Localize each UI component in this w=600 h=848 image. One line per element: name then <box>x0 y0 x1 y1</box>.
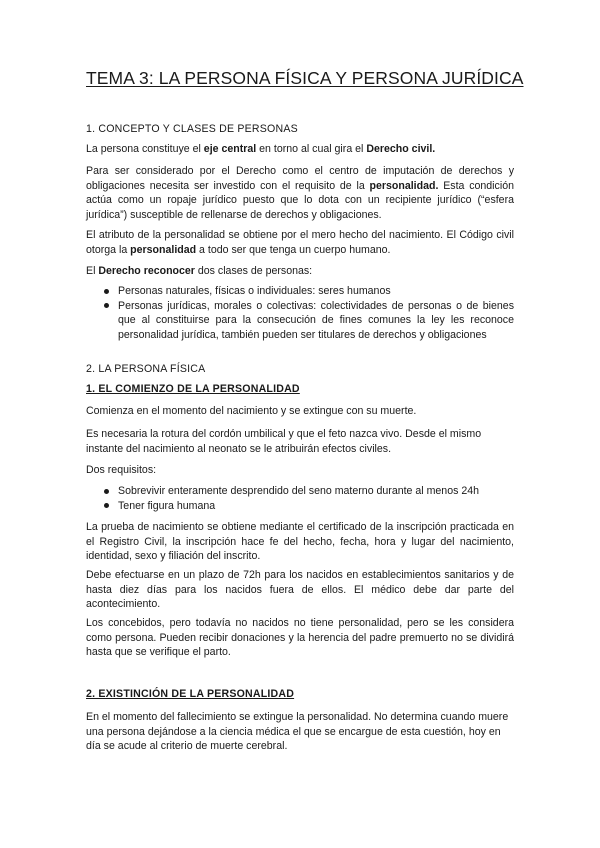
section-1-heading: 1. CONCEPTO Y CLASES DE PERSONAS <box>86 123 298 135</box>
section-1-paragraph-1 <box>86 142 514 157</box>
section-1-paragraph-2 <box>86 164 514 222</box>
list-item <box>86 284 514 299</box>
bullet-icon <box>104 289 109 294</box>
section-1-paragraph-3 <box>86 228 514 257</box>
section-2-heading: 2. LA PERSONA FÍSICA <box>86 363 206 375</box>
list-item <box>86 299 514 343</box>
document-title: TEMA 3: LA PERSONA FÍSICA Y PERSONA JURÍDICA <box>86 68 524 88</box>
list-item-text: Tener figura humana <box>118 499 216 512</box>
subsection-2-paragraph-1: En el momento del fallecimiento se extingue la personalidad. No determina cuando muere una persona dejándose a la ciencia médica el que se encargue de esta cuestión, hoy en día se acude al criterio de muerte cerebral. <box>86 711 509 753</box>
list-item-text: Sobrevivir enteramente desprendido del seno materno durante al menos 24h <box>118 485 479 497</box>
text-run: El <box>86 265 99 277</box>
list-item <box>86 499 514 514</box>
text-run: Para ser considerado por el Derecho como el centro de imputación de derechos y obligaciones necesita ser investido con el requisito de la <box>86 165 514 192</box>
subsection-1-paragraph-2: Es necesaria la rotura del cordón umbilical y que el feto nazca vivo. Desde el mismo instante del nacimiento al neonato se le atribuirán efectos civiles. <box>86 428 482 455</box>
text-run: a todo ser que tenga un cuerpo humano. <box>196 243 391 256</box>
subsection-2-heading: 2. EXISTINCIÓN DE LA PERSONALIDAD <box>86 688 295 700</box>
bold-run: personalidad. <box>369 179 439 192</box>
section-1-paragraph-4 <box>86 264 514 279</box>
bullet-icon <box>104 489 109 494</box>
text-run: dos clases de personas: <box>194 265 313 277</box>
bullet-icon <box>104 503 109 508</box>
list-item <box>86 484 514 499</box>
subsection-1-paragraph-1: Comienza en el momento del nacimiento y se extingue con su muerte. <box>86 405 417 417</box>
subsection-1-paragraph-6: Los concebidos, pero todavía no nacidos no tiene personalidad, pero se les considera como persona. Pueden recibir donaciones y la herencia del padre premuerto no se dividirá hasta que se verifique el parto. <box>86 617 514 659</box>
bold-run: Derecho civil. <box>366 143 436 155</box>
list-item-text: Personas naturales, físicas o individuales: seres humanos <box>118 285 391 297</box>
text-run: Esta condición actúa como un ropaje jurídico puesto que lo dota con un recipiente jurídico (“esfera jurídica”) susceptible de rellenarse de derechos y obligaciones. <box>86 179 514 221</box>
subsection-1-paragraph-3: Dos requisitos: <box>86 464 157 476</box>
subsection-1-heading: 1. EL COMIENZO DE LA PERSONALIDAD <box>86 383 300 395</box>
text-run: en torno al cual gira el <box>256 143 367 155</box>
bold-run: Derecho reconocer <box>98 265 195 277</box>
bold-run: eje central <box>203 143 257 155</box>
subsection-1-paragraph-4: La prueba de nacimiento se obtiene mediante el certificado de la inscripción practicada en el Registro Civil, la inscripción hace fe del hecho, fecha, hora y lugar del nacimiento, identidad, sexo y filiación del inscrito. <box>86 521 514 563</box>
text-run: La persona constituye el <box>86 143 204 155</box>
bullet-icon <box>104 303 109 308</box>
subsection-1-bullet-list <box>86 484 514 513</box>
text-run: El atributo de la personalidad se obtiene por el mero hecho del nacimiento. El Código civil otorga la <box>86 229 514 256</box>
section-1-bullet-list <box>86 284 514 342</box>
list-item-text: Personas jurídicas, morales o colectivas: colectividades de personas o de bienes que al constituirse para la consecución de fines comunes la ley les reconoce personalidad jurídica, también pueden ser titulares de derechos y obligaciones <box>118 299 514 341</box>
subsection-1-paragraph-5: Debe efectuarse en un plazo de 72h para los nacidos en establecimientos sanitarios y de hasta diez días para los nacidos fuera de ellos. El médico debe dar parte del acontecimiento. <box>86 569 514 611</box>
bold-run: personalidad <box>130 243 197 256</box>
